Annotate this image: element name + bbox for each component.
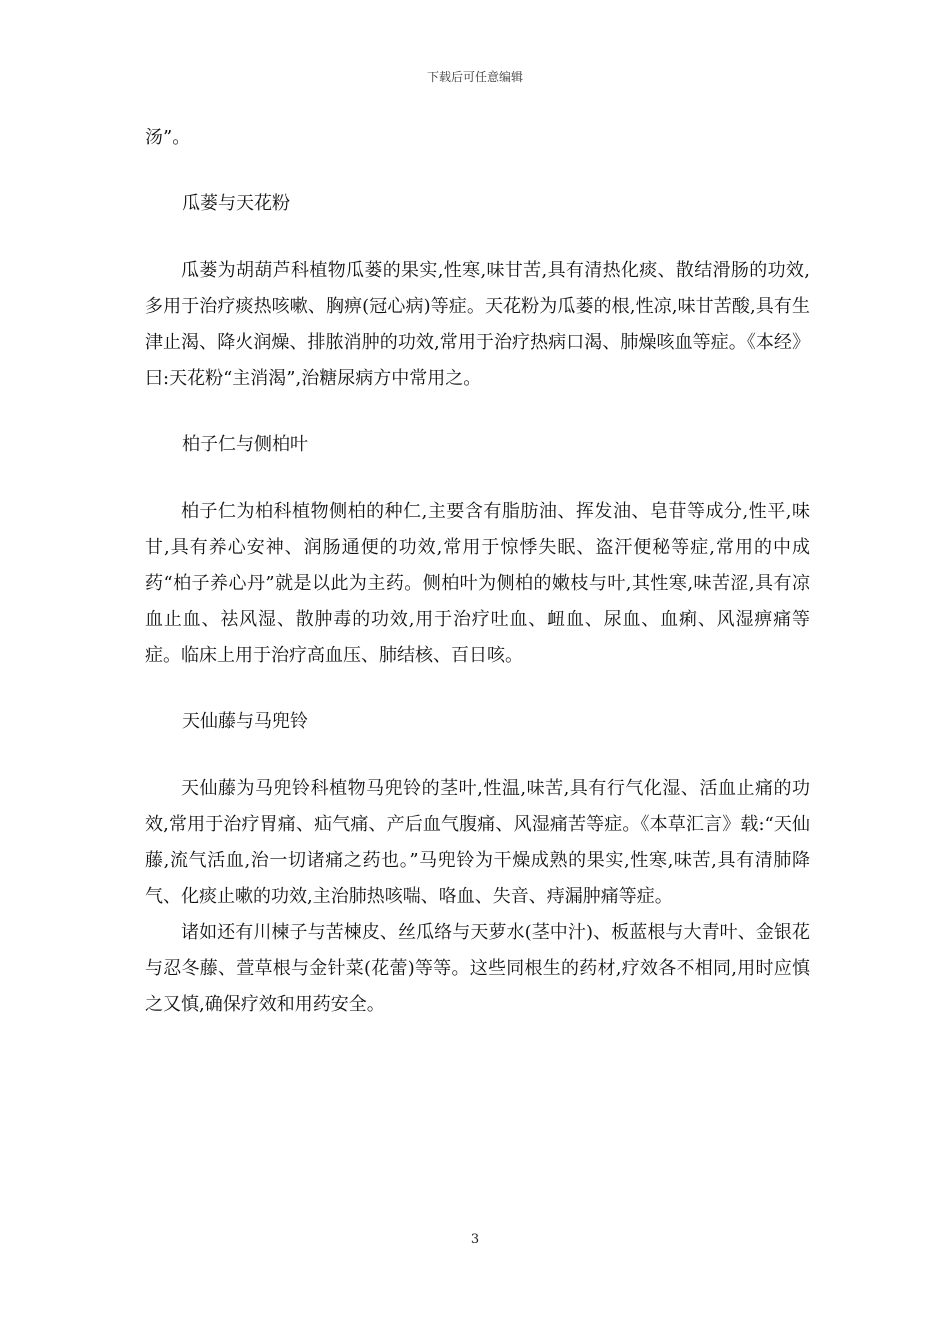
section-heading-baiziren: 柏子仁与侧柏叶 <box>182 434 308 455</box>
paragraph-gualou: 瓜蒌为胡葫芦科植物瓜蒌的果实,性寒,味甘苦,具有清热化痰、散结滑肠的功效,多用于治疗痰热咳嗽、胸痹(冠心病)等症。天花粉为瓜蒌的根,性凉,味甘苦酸,具有生津止渴、降火润燥、排脓消肿的功效,常用于治疗热病口渴、肺燥咳血等症。《本经》曰:天花粉“主消渴”,治糖尿病方中常用之。 <box>145 260 810 389</box>
paragraph-baiziren: 柏子仁为柏科植物侧柏的种仁,主要含有脂肪油、挥发油、皂苷等成分,性平,味甘,具有养心安神、润肠通便的功效,常用于惊悸失眠、盗汗便秘等症,常用的中成药“柏子养心丹”就是以此为主药。侧柏叶为侧柏的嫩枝与叶,其性寒,味苦涩,具有凉血止血、祛风湿、散肿毒的功效,用于治疗吐血、衄血、尿血、血痢、风湿痹痛等症。临床上用于治疗高血压、肺结核、百日咳。 <box>145 501 810 666</box>
paragraph-continuation: 汤”。 <box>145 127 191 148</box>
page-number: 3 <box>470 1232 480 1247</box>
section-heading-tianxianteng: 天仙藤与马兜铃 <box>182 711 308 732</box>
paragraph-summary: 诸如还有川楝子与苦楝皮、丝瓜络与天萝水(茎中汁)、板蓝根与大青叶、金银花与忍冬藤、萱草根与金针菜(花蕾)等等。这些同根生的药材,疗效各不相同,用时应慎之又慎,确保疗效和用药安全。 <box>145 922 810 1015</box>
section-heading-gualou: 瓜蒌与天花粉 <box>182 193 290 214</box>
document-body <box>145 120 810 1023</box>
paragraph-tianxianteng: 天仙藤为马兜铃科植物马兜铃的茎叶,性温,味苦,具有行气化湿、活血止痛的功效,常用于治疗胃痛、疝气痛、产后血气腹痛、风湿痛苦等症。《本草汇言》载:“天仙藤,流气活血,治一切诸痛之药也。”马兜铃为干燥成熟的果实,性寒,味苦,具有清肺降气、化痰止嗽的功效,主治肺热咳喘、咯血、失音、痔漏肿痛等症。 <box>145 778 811 907</box>
page-header: 下载后可任意编辑 <box>426 70 523 84</box>
